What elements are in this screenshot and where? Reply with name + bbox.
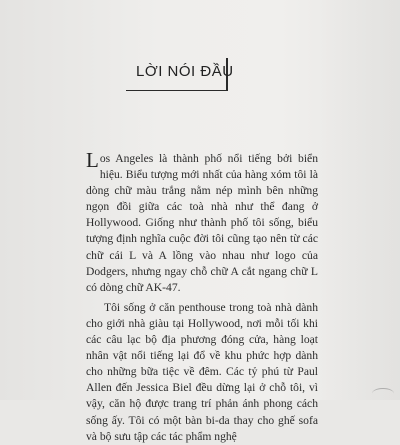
chapter-heading: LỜI NÓI ĐẦU — [136, 63, 234, 80]
paragraph-2: Tôi sống ở căn penthouse trong toà nhà dành cho giới nhà giàu tại Hollywood, nơi mỗi tối khi các câu lạc bộ địa phương đóng cửa, hàng loạt nhân vật nổi tiếng lại đổ về khu phức hợp dành cho những bữa tiệc về đêm. Các tỷ phú từ Paul Allen đến Jessica Biel đều dừng lại ở chỗ tôi, vì vậy, căn hộ được trang trí phản ánh phong cách sống ấy. Tôi có một bàn bi-da thay cho ghế sofa và bộ sưu tập các tác phẩm nghệ — [86, 300, 318, 443]
page-number-mark — [372, 388, 394, 399]
page-gutter-shadow — [320, 0, 400, 400]
body-text — [86, 148, 318, 445]
paragraph-1-text: os Angeles là thành phố nổi tiếng bởi biển hiệu. Biểu tượng mới nhất của hàng xóm tôi là dòng chữ màu trắng nằm nép mình bên những ngọn đồi giữa các toà nhà như thể đang ở Hollywood. Giống như thành phố tôi sống, biểu tượng định nghĩa cuộc đời tôi cũng tạo nên từ các chữ cái L và A lồng vào nhau như logo của Dodgers, nhưng ngay chỗ chữ A cắt ngang chữ L có dòng chữ AK-47. — [86, 152, 318, 294]
drop-cap: L — [86, 148, 99, 172]
paragraph-1 — [86, 148, 318, 296]
